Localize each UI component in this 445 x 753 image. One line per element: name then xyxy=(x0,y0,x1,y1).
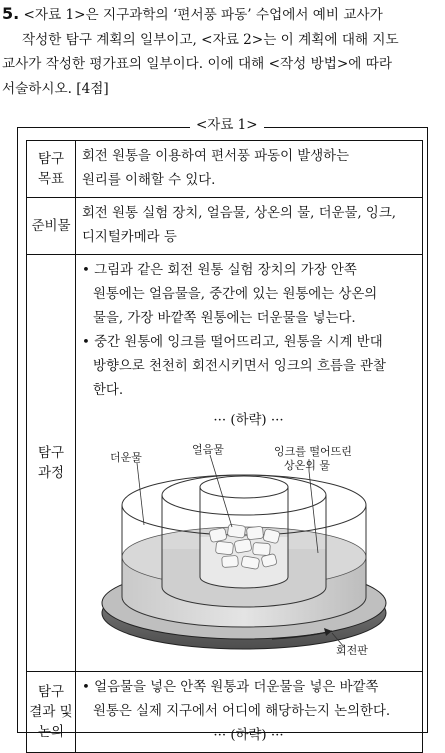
question-line-3: 교사가 작성한 평가표의 일부이다. 이에 대해 <작성 방법>에 따라 xyxy=(2,56,392,72)
procedure-bullet-1: • 그림과 같은 회전 원통 실험 장치의 가장 안쪽 원통에는 얼음물을, 중간에 있는 원통에는 상온의 물을, 가장 바깥쪽 원통에는 더운물을 넣는다. xyxy=(82,263,378,326)
row-label-goal: 탐구 목표 xyxy=(27,141,76,198)
table-row xyxy=(27,198,423,255)
inquiry-plan-table xyxy=(26,140,423,753)
row-content-results xyxy=(76,672,423,753)
row-label-procedure: 탐구 과정 xyxy=(27,255,76,672)
rotating-cylinder-diagram xyxy=(82,437,415,667)
rotating-cylinder-figure xyxy=(82,437,415,667)
question-line-1: <자료 1>은 지구과학의 ‘편서풍 파동’ 수업에서 예비 교사가 xyxy=(23,7,383,23)
row-label-results: 탐구 결과 및 논의 xyxy=(27,672,76,753)
question-line-4: 서술하시오. [4점] xyxy=(2,80,109,97)
row-content-goal: 회전 원통을 이용하여 편서풍 파동이 발생하는 원리를 이해할 수 있다. xyxy=(76,141,423,198)
results-bullet: • 얼음물을 넣은 안쪽 원통과 더운물을 넣은 바깥쪽 원통은 실제 지구에서 어디에 해당하는지 논의한다. xyxy=(82,680,391,719)
table-row xyxy=(27,672,423,753)
label-ice-water: 얼음물 xyxy=(192,443,224,456)
label-hot-water: 더운물 xyxy=(110,451,142,464)
label-ink-line-2: 상온의 물 xyxy=(284,459,331,472)
question-line-2: 작성한 탐구 계획의 일부이고, <자료 2>는 이 계획에 대해 지도 xyxy=(22,31,399,48)
question-number: 5. xyxy=(2,4,20,23)
label-turntable: 회전판 xyxy=(336,644,368,657)
row-content-procedure xyxy=(76,255,423,672)
procedure-bullet-2: • 중간 원통에 잉크를 떨어뜨리고, 원통을 시계 반대 방향으로 천천히 회전시키면서 잉크의 흐름을 관찰 한다. xyxy=(82,335,386,398)
table-row xyxy=(27,255,423,672)
table-row xyxy=(27,141,423,198)
procedure-omission: ··· (하략) ··· xyxy=(213,413,284,428)
row-label-materials: 준비물 xyxy=(27,198,76,255)
label-ink-line-1: 잉크를 떨어뜨린 xyxy=(274,445,352,458)
material-title: <자료 1> xyxy=(190,114,264,136)
row-content-materials: 회전 원통 실험 장치, 얼음물, 상온의 물, 더운물, 잉크, 디지털카메라 등 xyxy=(76,198,423,255)
results-omission: ··· (하략) ··· xyxy=(213,728,284,743)
question-text xyxy=(2,2,438,101)
